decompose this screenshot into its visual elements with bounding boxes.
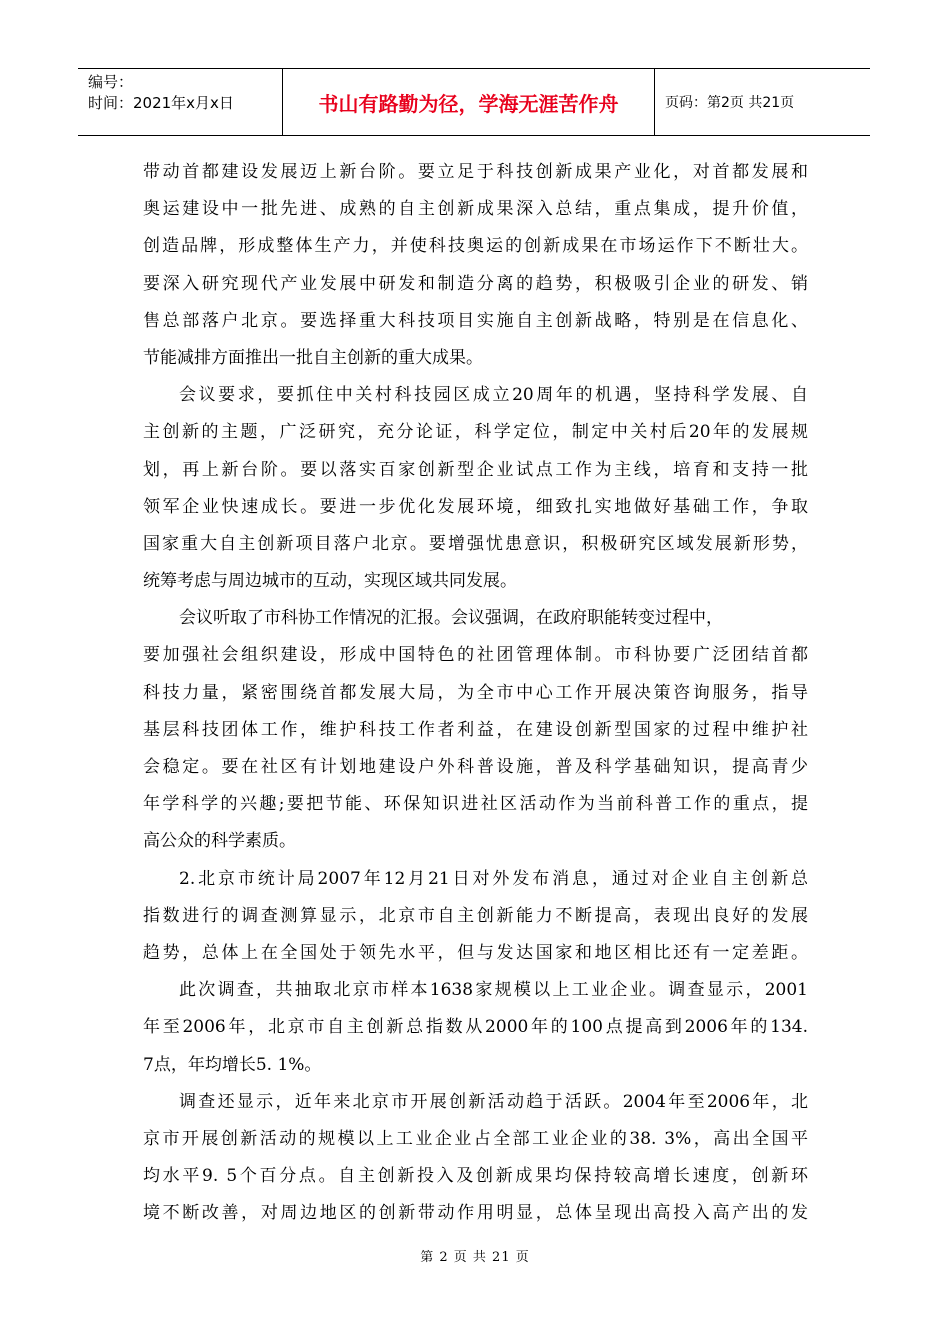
text-line: 境不断改善，对周边地区的创新带动作用明显，总体呈现出高投入高产出的发	[143, 1203, 808, 1224]
text-line: 高公众的科学素质。	[143, 831, 296, 852]
text-line: 主创新的主题，广泛研究，充分论证，科学定位，制定中关村后20年的发展规	[143, 422, 808, 443]
text-line: 7点，年均增长5. 1%。	[143, 1054, 322, 1075]
text-line: 奥运建设中一批先进、成熟的自主创新成果深入总结，重点集成，提升价值，	[143, 199, 808, 220]
page-footer: 第 2 页 共 21 页	[420, 1250, 530, 1265]
document-date-label: 时间：2021年x月x日	[88, 94, 234, 112]
document-body	[143, 154, 808, 1232]
text-line: 国家重大自主创新项目落户北京。要增强忧患意识，积极研究区域发展新形势，	[143, 533, 808, 554]
text-line: 节能减排方面推出一批自主创新的重大成果。	[143, 347, 483, 368]
text-line: 会稳定。要在社区有计划地建设户外科普设施，普及科学基础知识，提高青少	[143, 757, 808, 777]
text-line: 京市开展创新活动的规模以上工业企业占全部工业企业的38. 3%，高出全国平	[143, 1128, 808, 1149]
text-line: 售总部落户北京。要选择重大科技项目实施自主创新战略，特别是在信息化、	[143, 310, 808, 331]
text-line: 划，再上新台阶。要以落实百家创新型企业试点工作为主线，培育和支持一批	[143, 459, 808, 480]
text-line: 要深入研究现代产业发展中研发和制造分离的趋势，积极吸引企业的研发、销	[143, 273, 808, 294]
text-line: 趋势，总体上在全国处于领先水平，但与发达国家和地区相比还有一定差距。	[143, 942, 808, 963]
text-line: 科技力量，紧密围绕首都发展大局，为全市中心工作开展决策咨询服务，指导	[143, 682, 808, 703]
text-line: 年学科学的兴趣;要把节能、环保知识进社区活动作为当前科普工作的重点，提	[143, 794, 808, 815]
text-line: 统筹考虑与周边城市的互动，实现区域共同发展。	[143, 571, 517, 592]
text-line: 基层科技团体工作，维护科技工作者利益，在建设创新型国家的过程中维护社	[143, 719, 808, 740]
text-line: 要加强社会组织建设，形成中国特色的社团管理体制。市科协要广泛团结首都	[143, 645, 808, 666]
text-line: 均水平9. 5个百分点。自主创新投入及创新成果均保持较高增长速度，创新环	[143, 1166, 808, 1187]
text-line: 领军企业快速成长。要进一步优化发展环境，细致扎实地做好基础工作，争取	[143, 496, 808, 517]
text-line: 2.北京市统计局2007年12月21日对外发布消息，通过对企业自主创新总	[179, 868, 808, 889]
text-line: 年至2006年，北京市自主创新总指数从2000年的100点提高到2006年的134.	[143, 1017, 808, 1038]
document-number-label: 编号：	[88, 73, 134, 91]
text-line: 会议要求，要抓住中关村科技园区成立20周年的机遇，坚持科学发展、自	[179, 385, 808, 406]
header-page-number: 页码：第2页 共21页	[665, 95, 795, 111]
text-line: 调查还显示，近年来北京市开展创新活动趋于活跃。2004年至2006年，北	[179, 1091, 808, 1112]
text-line: 创造品牌，形成整体生产力，并使科技奥运的创新成果在市场运作下不断壮大。	[143, 236, 808, 257]
page-header	[78, 68, 870, 136]
header-motto: 书山有路勤为径，学海无涯苦作舟	[283, 69, 655, 135]
text-line: 指数进行的调查测算显示，北京市自主创新能力不断提高，表现出良好的发展	[143, 905, 808, 926]
text-line: 带动首都建设发展迈上新台阶。要立足于科技创新成果产业化，对首都发展和	[143, 162, 808, 182]
header-meta	[78, 69, 283, 135]
text-line: 会议听取了市科协工作情况的汇报。会议强调，在政府职能转变过程中，	[179, 608, 723, 629]
text-line: 此次调查，共抽取北京市样本1638家规模以上工业企业。调查显示，2001	[179, 980, 808, 1001]
